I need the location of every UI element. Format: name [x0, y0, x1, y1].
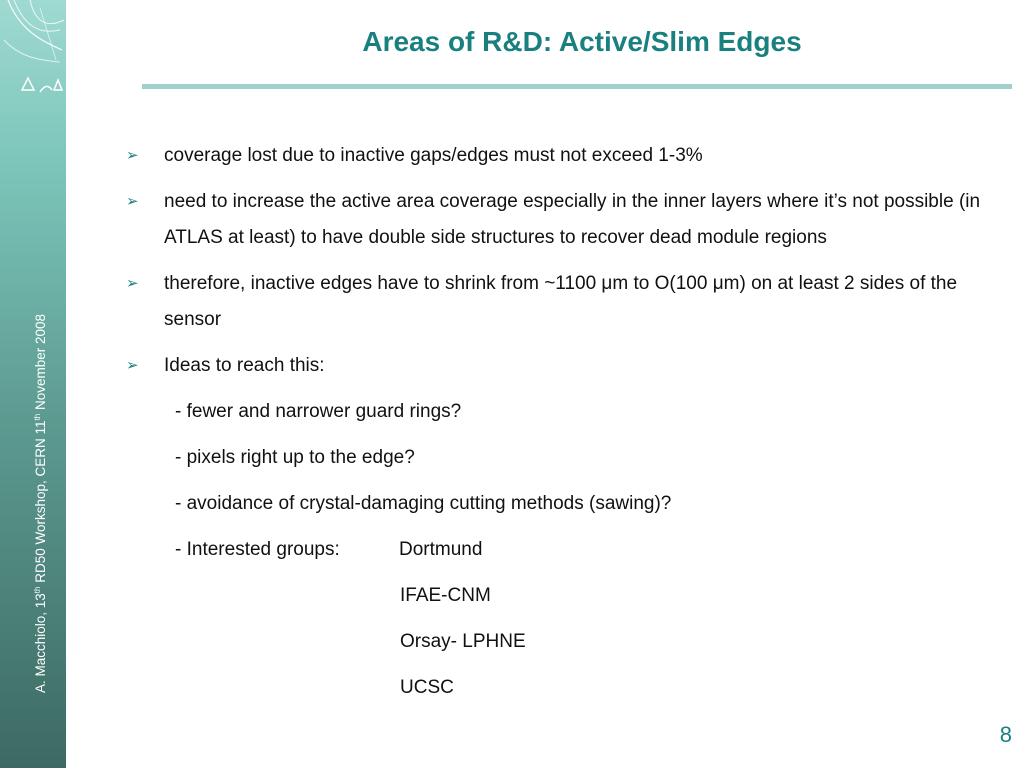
bullet-item	[126, 138, 986, 174]
bullet-item	[126, 266, 986, 338]
bullet-item	[126, 184, 986, 256]
arrow-bullet-icon: ➢	[126, 193, 139, 210]
conference-logo-icon	[0, 0, 66, 110]
bullet-text: Ideas to reach this:	[164, 355, 325, 376]
group-name: UCSC	[400, 677, 454, 698]
page-number: 8	[999, 722, 1012, 747]
sub-item: - fewer and narrower guard rings?	[175, 401, 462, 422]
group-name: Dortmund	[399, 539, 483, 560]
arrow-bullet-icon: ➢	[126, 357, 139, 374]
groups-label: - Interested groups:	[175, 539, 340, 560]
bullet-text: therefore, inactive edges have to shrink from ~1100 μm to O(100 μm) on at least 2 sides of the sensor	[164, 273, 958, 330]
sidebar-footer-text: A. Macchiolo, 13th RD50 Workshop, CERN 11th November 2008	[33, 313, 48, 693]
slide-body	[126, 138, 986, 716]
bullet-text: coverage lost due to inactive gaps/edges must not exceed 1-3%	[164, 145, 703, 166]
group-name: IFAE-CNM	[400, 585, 491, 606]
arrow-bullet-icon: ➢	[126, 147, 139, 164]
slide-title: Areas of R&D: Active/Slim Edges	[362, 26, 802, 57]
sidebar-band	[0, 0, 66, 768]
group-name: Orsay- LPHNE	[400, 631, 526, 652]
title-divider	[142, 84, 1012, 89]
interested-groups-row	[126, 532, 986, 568]
sub-item: - pixels right up to the edge?	[175, 447, 415, 468]
sub-item: - avoidance of crystal-damaging cutting methods (sawing)?	[175, 493, 672, 514]
arrow-bullet-icon: ➢	[126, 275, 139, 292]
bullet-text: need to increase the active area coverage especially in the inner layers where it’s not possible (in ATLAS at least) to have double side structures to recover dead module regions	[164, 191, 981, 248]
bullet-item	[126, 348, 986, 384]
